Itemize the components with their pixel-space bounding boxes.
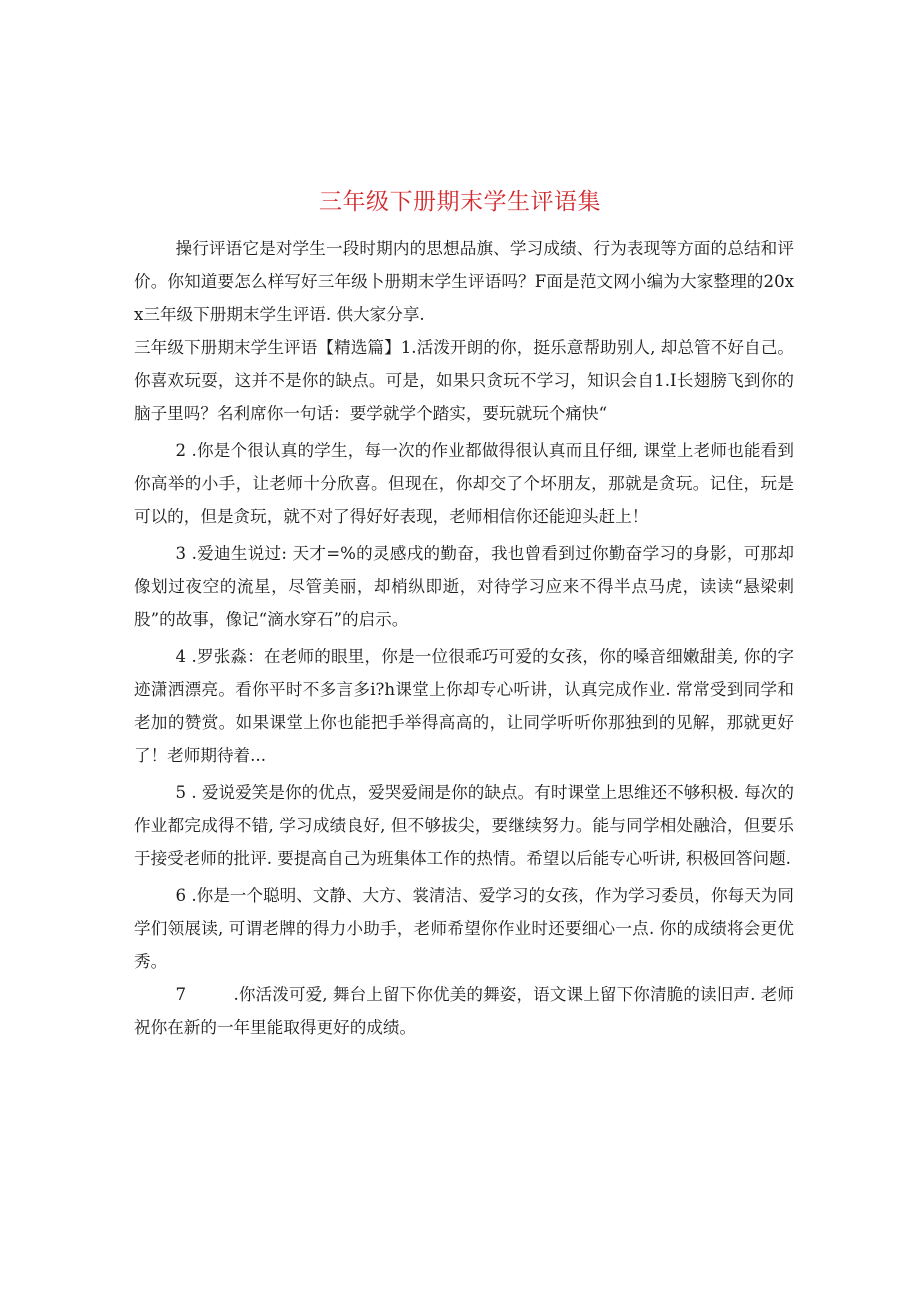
document-body [134,232,794,1044]
item-number: 7 [175,985,187,1004]
intro-paragraph: 操行评语它是对学生一段时期内的思想品旗、学习成绩、行为表现等方面的总结和评价。你知道要怎么样写好三年级卜册期末学生评语吗？F面是范文网小编为大家整理的20xx三年级下册期末学生评语. 供大家分享. [134,239,794,324]
item-number: 5 [175,783,187,802]
item-number: 4 [175,647,187,666]
item-number: 2 [175,441,187,460]
comment-item-6 [134,879,794,978]
comment-item-5 [134,776,794,875]
comment-item-2 [134,434,794,533]
item-text: . 爱说爱笑是你的优点，爱哭爱闹是你的缺点。有时课堂上思维还不够积极. 每次的作业都完成得不错, 学习成绩良好, 但不够拔尖，要继续努力。能与同学相处融洽，但要乐于接受老师的批评. 要提高自己为班集体工作的热情。希望以后能专心听讲, 积极回答问题. [134,783,794,868]
item-text: .你是个很认真的学生，每一次的作业都做得很认真而且仔细, 课堂上老师也能看到你高举的小手，让老师十分欣喜。但现在，你却交了个坏朋友，那就是贪玩。记住，玩是可以的，但是贪玩，就不对了得好好表现，老师相信你还能迎头赶上！ [134,441,795,526]
item-text: .爱迪生说过: 天才=%的灵感戌的勤奋，我也曾看到过你勤奋学习的身影，可那却像划过夜空的流星，尽管美丽，却梢纵即逝，对待学习应来不得半点马虎，读读“悬梁刺股”的故事，像记“滴水穿石”的启示。 [134,544,795,629]
comment-item-4 [134,640,794,772]
item-number: 3 [175,544,187,563]
item-text: .你活泼可爱, 舞台上留下你优美的舞姿，语文课上留下你清脆的读旧声. 老师祝你在新的一年里能取得更好的成绩。 [134,985,794,1037]
comment-item-3 [134,537,794,636]
item-text: .你是一个聪明、文静、大方、裳清洁、爱学习的女孩，作为学习委员，你每天为同学们领展读, 可谓老牌的得力小助手，老师希望你作业时还要细心一点. 你的成绩将会更优秀。 [134,886,794,971]
document-title: 三年级下册期末学生评语集 [319,189,601,215]
section-heading-paragraph: 三年级下册期末学生评语【精选篇】1.活泼开朗的你，挺乐意帮助别人, 却总管不好自己。你喜欢玩耍，这并不是你的缺点。可是，如果只贪玩不学习，知识会自1.I长翅膀飞到你的脑子里吗？名利席你一句话：要学就学个踏实，要玩就玩个痛快“ [134,338,794,423]
item-text: .罗张淼：在老师的眼里，你是一位很乖巧可爱的女孩，你的嗓音细嫩甜美, 你的字迹潇洒漂亮。看你平时不多言多i?h课堂上你却专心听讲，认真完成作业. 常常受到同学和老加的赞赏。如果课堂上你也能把手举得高高的，让同学听听你那独到的见解，那就更好了！老师期待着... [134,647,795,765]
item-number: 6 [175,886,187,905]
comment-item-7 [134,978,794,1044]
